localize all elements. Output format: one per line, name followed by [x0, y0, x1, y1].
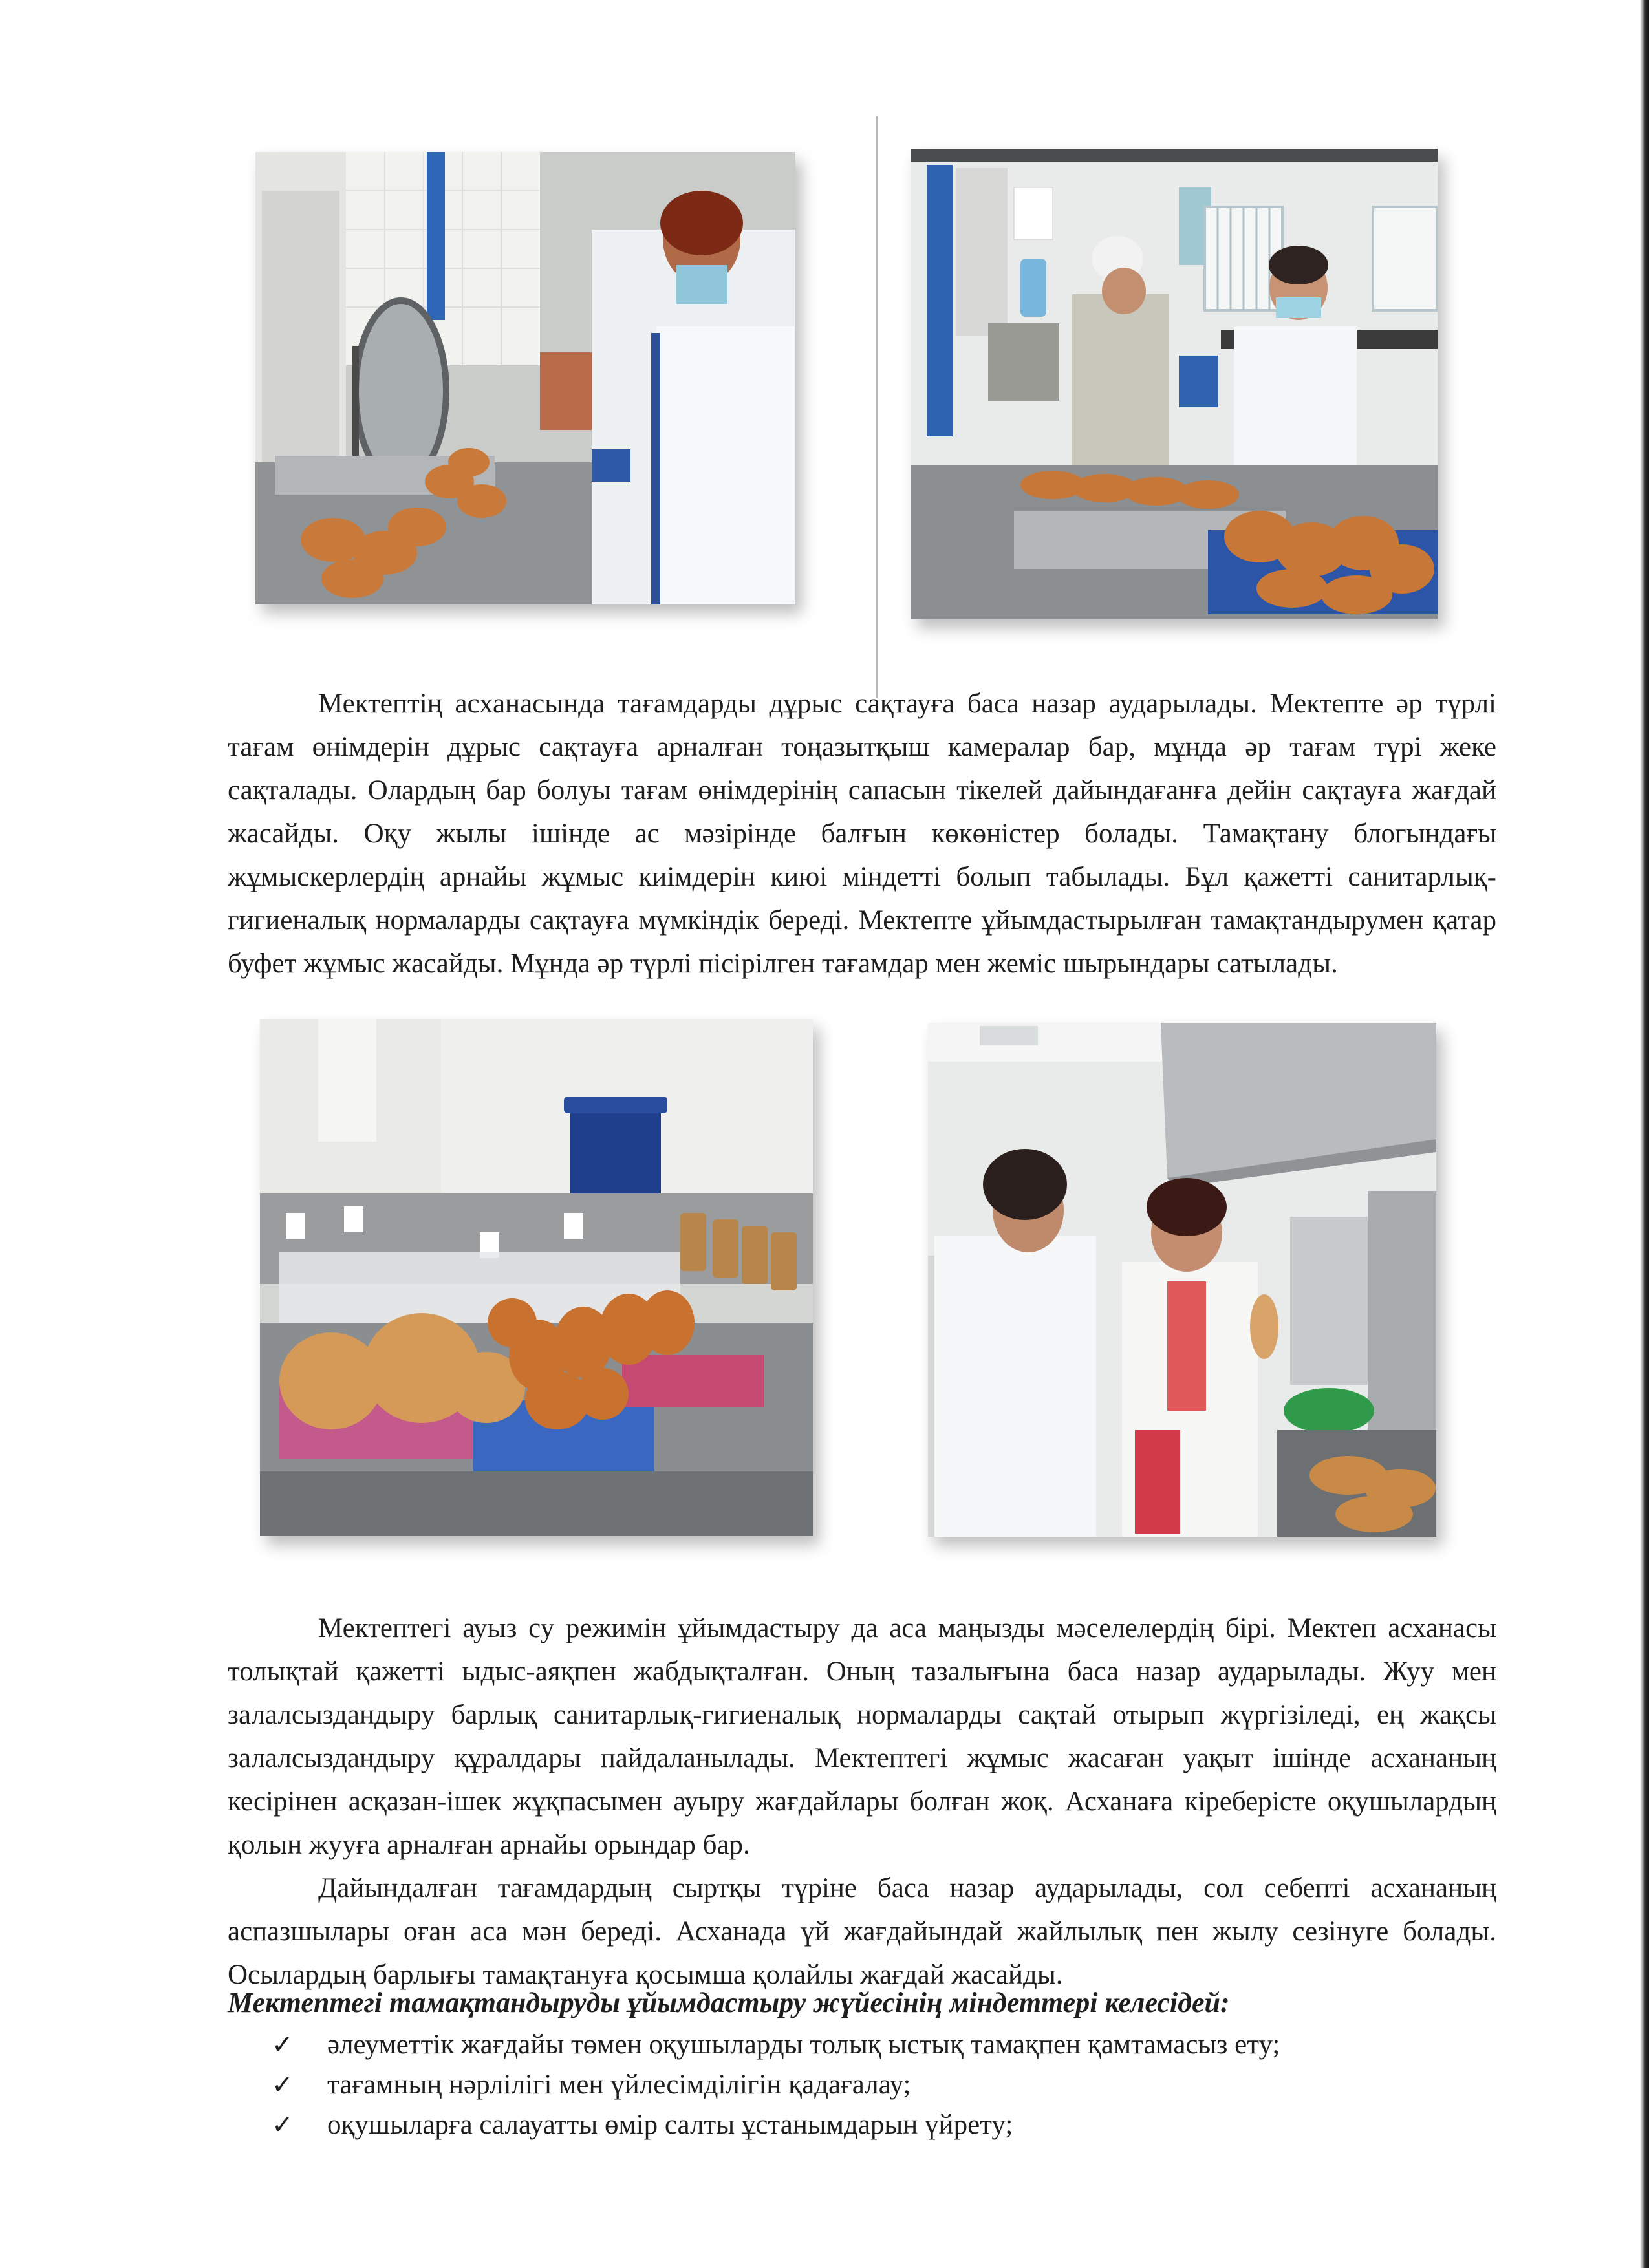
photo-kitchen-staff-at-counter-image [911, 149, 1438, 619]
photo-two-cooks-tasting [928, 1023, 1436, 1537]
list-item [272, 2065, 1539, 2105]
checkmark-icon: ✓ [272, 2030, 294, 2060]
photo-kitchen-staff-at-counter [911, 149, 1438, 619]
list-item-text: әлеуметтік жағдайы төмен оқушыларды толық ыстық тамақпен қамтамасыз ету; [327, 2029, 1280, 2060]
paragraph-food-appearance: Дайындалған тағамдардың сыртқы түріне баса назар аударылады, сол себепті асхананың аспазшылары оған аса мән береді. Асханада үй жағдайындай жайлылық пен жылу сезінуге болады. Осылардың барлығы тамақтануға қосымша қолайлы жағдай жасайды. [228, 1873, 1496, 1990]
photo-cook-serving-pastries [255, 152, 795, 604]
checkmark-icon: ✓ [272, 2070, 294, 2100]
tasks-checklist [272, 2025, 1539, 2145]
list-item [272, 2025, 1539, 2065]
photo-buffet-pastry-display [260, 1019, 813, 1536]
checkmark-icon: ✓ [272, 2110, 294, 2140]
list-item-text: тағамның нәрлілігі мен үйлесімділігін қадағалау; [327, 2070, 911, 2100]
column-divider-line [876, 116, 878, 698]
photo-cook-serving-pastries-image [255, 152, 795, 604]
photo-two-cooks-tasting-image [928, 1023, 1436, 1537]
scan-edge-shadow [1640, 0, 1649, 2268]
tasks-heading: Мектептегі тамақтандыруды ұйымдастыру жүйесінің міндеттері келесідей: [228, 1987, 1230, 2018]
list-item-text: оқушыларға салауатты өмір салты ұстанымдарын үйрету; [327, 2110, 1013, 2140]
list-item [272, 2105, 1539, 2145]
paragraph-water-and-hygiene: Мектептегі ауыз су режимін ұйымдастыру да аса маңызды мәселелердің бірі. Мектеп асханасы толықтай қажетті ыдыс-аяқпен жабдықталған. Оның тазалығына баса назар аударылады. Жуу мен залалсыздандыру барлық санитарлық-гигиеналық нормаларды сақтай отырып жүргізіледі, ең жақсы залалсыздандыру құралдары пайдаланылады. Мектептегі жұмыс жасаған уақыт ішінде асхананың кесірінен асқазан-ішек жұқпасымен ауыру жағдайлары болған жоқ. Асханаға кіреберісте оқушылардың қолын жууға арналған арнайы орындар бар. [228, 1613, 1496, 1860]
photo-buffet-pastry-display-image [260, 1019, 813, 1536]
paragraph-food-storage: Мектептің асханасында тағамдарды дұрыс сақтауға баса назар аударылады. Мектепте әр түрлі тағам өнімдерін дұрыс сақтауға арналған тоңазытқыш камералар бар, мұнда әр тағам түрі жеке сақталады. Олардың бар болуы тағам өнімдерінің сапасын тікелей дайындағанға дейін сақтауға жағдай жасайды. Оқу жылы ішінде ас мәзірінде балғын көкөністер болады. Тамақтану блогындағы жұмыскерлердің арнайы жұмыс киімдерін киюі міндетті болып табылады. Бұл қажетті санитарлық-гигиеналық нормаларды сақтауға мүмкіндік береді. Мектепте ұйымдастырылған тамақтандырумен қатар буфет жұмыс жасайды. Мұнда әр түрлі пісірілген тағамдар мен жеміс шырындары сатылады. [228, 689, 1496, 979]
